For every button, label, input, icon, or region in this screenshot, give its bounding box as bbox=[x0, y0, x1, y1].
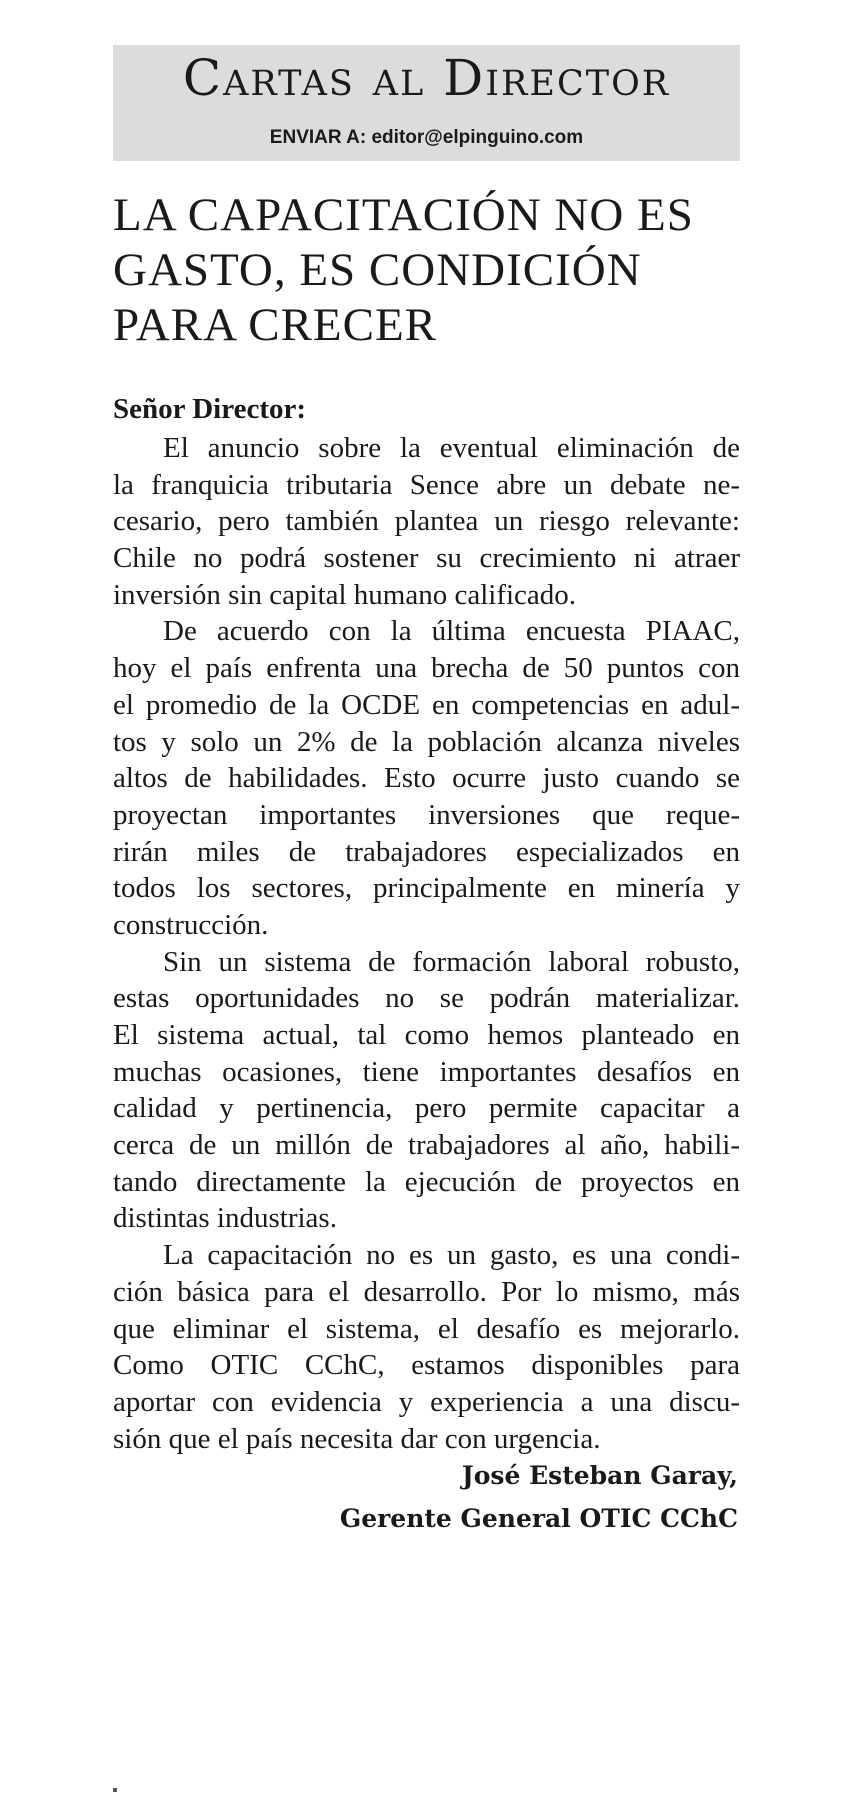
text-line: que eliminar el sistema, el desafío es mejorarlo. bbox=[113, 1312, 740, 1345]
signature-name: José Esteban Garay, bbox=[461, 1461, 738, 1490]
text-line: hoy el país enfrenta una brecha de 50 puntos con bbox=[113, 652, 740, 685]
text-line: sión que el país necesita dar con urgencia. bbox=[113, 1422, 601, 1455]
text-line: La capacitación no es un gasto, es una condi- bbox=[163, 1239, 740, 1272]
text-line: cesario, pero también plantea un riesgo relevante: bbox=[113, 505, 740, 538]
salutation: Señor Director: bbox=[113, 393, 307, 425]
text-line: calidad y pertinencia, pero permite capacitar a bbox=[113, 1092, 740, 1125]
text-line: Sin un sistema de formación laboral robusto, bbox=[163, 945, 740, 978]
text-line: cerca de un millón de trabajadores al año, habili- bbox=[113, 1129, 740, 1162]
text-line: tando directamente la ejecución de proyectos en bbox=[113, 1165, 740, 1198]
text-line: ción básica para el desarrollo. Por lo mismo, más bbox=[113, 1275, 740, 1308]
text-line: estas oportunidades no se podrán materializar. bbox=[113, 982, 740, 1015]
send-to-email: ENVIAR A: editor@elpinguino.com bbox=[269, 127, 584, 148]
paragraph bbox=[113, 1237, 740, 1457]
text-line: El sistema actual, tal como hemos planteado en bbox=[113, 1019, 740, 1051]
text-line: aportar con evidencia y experiencia a una discu- bbox=[113, 1385, 740, 1418]
text-line: proyectan importantes inversiones que reque- bbox=[113, 798, 740, 831]
text-line: la franquicia tributaria Sence abre un debate ne- bbox=[113, 468, 740, 501]
text-line: rirán miles de trabajadores especializados en bbox=[113, 835, 740, 868]
letter-headline bbox=[113, 188, 740, 353]
print-mark bbox=[113, 1788, 117, 1792]
text-line: todos los sectores, principalmente en minería y bbox=[113, 872, 740, 905]
text-line: altos de habilidades. Esto ocurre justo cuando se bbox=[113, 762, 740, 795]
text-line: Chile no podrá sostener su crecimiento ni atraer bbox=[113, 542, 740, 575]
text-line: distintas industrias. bbox=[113, 1202, 337, 1235]
headline-line: GASTO, ES CONDICIÓN bbox=[113, 244, 642, 296]
text-line: construcción. bbox=[113, 908, 269, 941]
section-header bbox=[113, 45, 740, 161]
headline-line: PARA CRECER bbox=[113, 299, 438, 351]
letter-body bbox=[113, 430, 740, 1457]
text-line: el promedio de la OCDE en competencias en adul- bbox=[113, 688, 740, 721]
paragraph bbox=[113, 944, 740, 1238]
text-line: muchas ocasiones, tiene importantes desafíos en bbox=[113, 1055, 740, 1088]
signature bbox=[340, 1454, 738, 1540]
headline-line: LA CAPACITACIÓN NO ES bbox=[113, 189, 694, 241]
paragraph bbox=[113, 613, 740, 943]
text-line: De acuerdo con la última encuesta PIAAC, bbox=[163, 615, 740, 648]
text-line: Como OTIC CChC, estamos disponibles para bbox=[113, 1349, 740, 1382]
text-line: El anuncio sobre la eventual eliminación de bbox=[163, 432, 740, 464]
section-title: Cartas al Director bbox=[182, 49, 671, 107]
signature-title: Gerente General OTIC CChC bbox=[339, 1504, 738, 1533]
text-line: inversión sin capital humano calificado. bbox=[113, 578, 577, 611]
text-line: tos y solo un 2% de la población alcanza niveles bbox=[113, 725, 740, 758]
paragraph bbox=[113, 430, 740, 613]
